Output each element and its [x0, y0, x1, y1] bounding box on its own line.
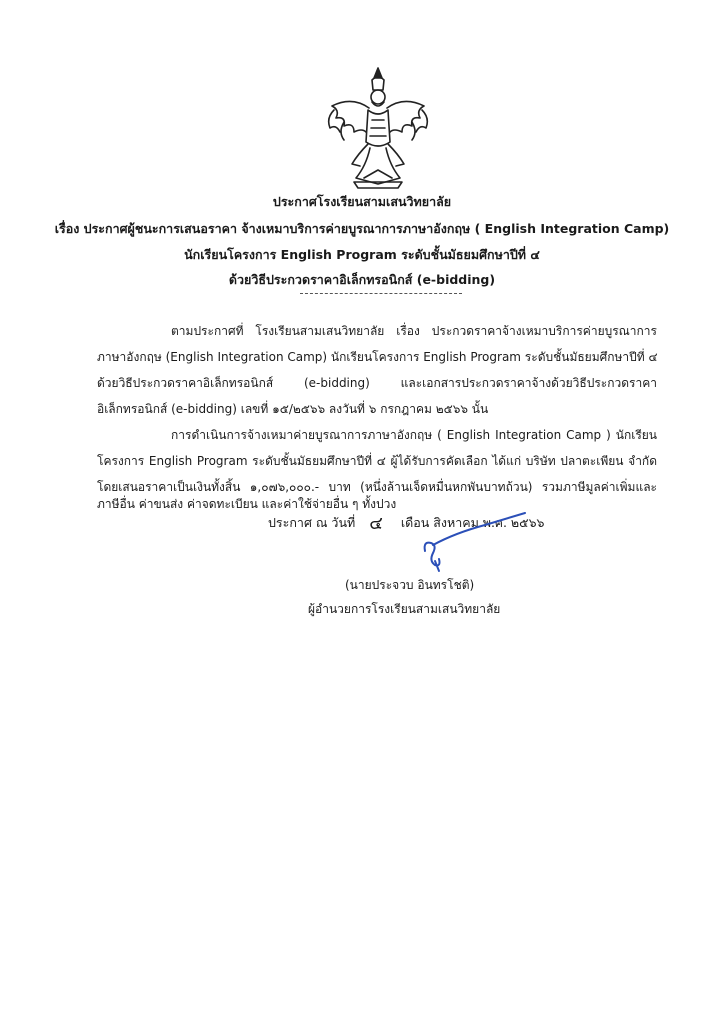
paragraph-1-line-1: ตามประกาศที่ โรงเรียนสามเสนวิทยาลัย เรื่อง ประกวดราคาจ้างเหมาบริการค่ายบูรณาการ	[171, 324, 657, 338]
date-day: ๔	[369, 513, 383, 534]
date-month-year: เดือน สิงหาคม พ.ศ. ๒๕๖๖	[400, 515, 545, 530]
title-divider	[300, 293, 462, 294]
paragraph-2-line-2: โครงการ English Program ระดับชั้นมัธยมศึกษาปีที่ ๔ ผู้ได้รับการคัดเลือก ได้แก่ บริษัท ปลาตะเพียน จำกัด	[97, 454, 657, 468]
paragraph-1-line-3: ด้วยวิธีประกวดราคาอิเล็กทรอนิกส์ (e-bidding) และเอกสารประกวดราคาจ้างด้วยวิธีประกวดราคา	[97, 376, 657, 390]
announcement-subject-line3: ด้วยวิธีประกวดราคาอิเล็กทรอนิกส์ (e-bidding)	[228, 272, 496, 287]
announcement-subject-line2: นักเรียนโครงการ English Program ระดับชั้นมัธยมศึกษาปีที่ ๔	[184, 247, 540, 262]
announcement-subject: เรื่อง ประกาศผู้ชนะการเสนอราคา จ้างเหมาบริการค่ายบูรณาการภาษาอังกฤษ ( English Integration Camp)	[54, 221, 670, 236]
garuda-emblem-icon	[322, 66, 434, 192]
signer-name: (นายประจวบ อินทรโชติ)	[345, 578, 475, 592]
paragraph-1-line-2: ภาษาอังกฤษ (English Integration Camp) นักเรียนโครงการ English Program ระดับชั้นมัธยมศึกษาปีที่ ๔	[97, 350, 658, 364]
announcement-title: ประกาศโรงเรียนสามเสนวิทยาลัย	[272, 194, 452, 209]
paragraph-2-line-1: การดำเนินการจ้างเหมาค่ายบูรณาการภาษาอังกฤษ ( English Integration Camp ) นักเรียน	[171, 428, 657, 442]
paragraph-2-line-3: โดยเสนอราคาเป็นเงินทั้งสิ้น ๑,๐๗๖,๐๐๐.- บาท (หนึ่งล้านเจ็ดหมื่นหกพันบาทถ้วน) รวมภาษีมูลค่าเพิ่มและ	[97, 480, 657, 494]
date-prefix: ประกาศ ณ วันที่	[268, 515, 356, 530]
handwritten-signature	[395, 505, 545, 575]
paragraph-1-line-4: อิเล็กทรอนิกส์ (e-bidding) เลขที่ ๑๕/๒๕๖๖ ลงวันที่ ๖ กรกฎาคม ๒๕๖๖ นั้น	[97, 402, 489, 416]
signer-title: ผู้อำนวยการโรงเรียนสามเสนวิทยาลัย	[308, 602, 501, 616]
paragraph-2-line-4: ภาษีอื่น ค่าขนส่ง ค่าจดทะเบียน และค่าใช้จ่ายอื่น ๆ ทั้งปวง	[97, 497, 397, 511]
